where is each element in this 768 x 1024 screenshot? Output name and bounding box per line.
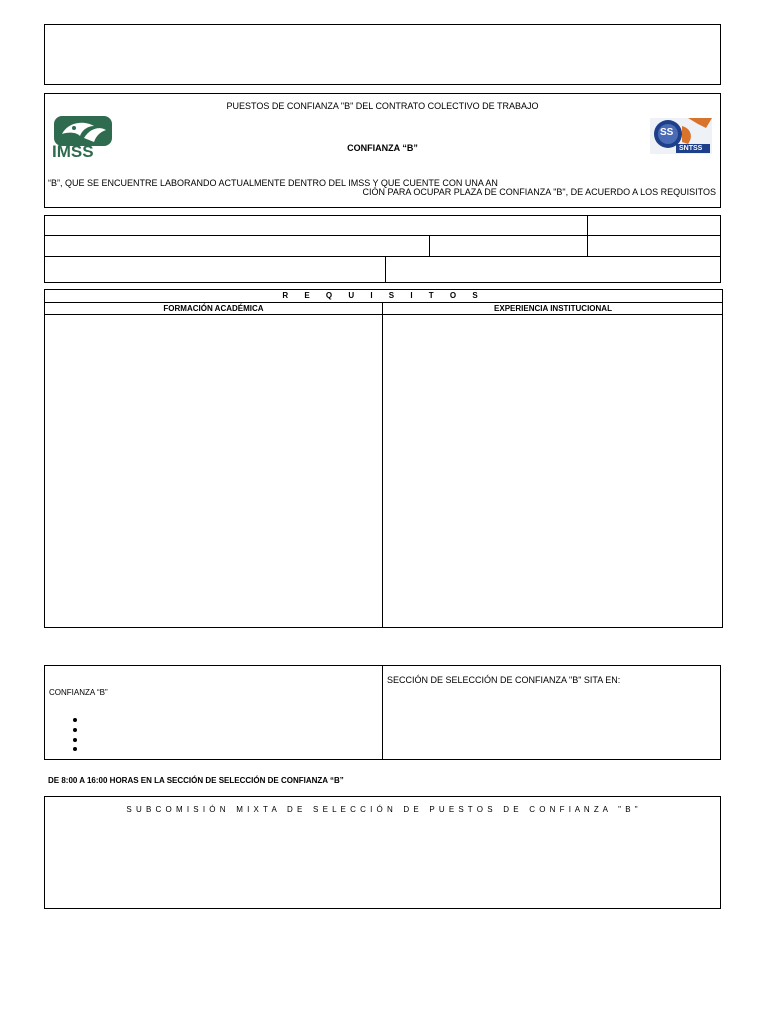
- requisitos-col-formacion: FORMACIÓN ACADÉMICA: [163, 304, 264, 313]
- sntss-logo: [648, 116, 714, 156]
- imss-logo-text: IMSS: [52, 142, 94, 161]
- sntss-logo-name: SNTSS: [679, 145, 703, 152]
- fields-row-2-divider-a: [429, 235, 430, 257]
- imss-logo: [50, 114, 118, 162]
- header-subtitle: CONFIANZA “B”: [347, 143, 418, 153]
- bullet-1: [73, 718, 77, 722]
- lower-right-label: SECCIÓN DE SELECCIÓN DE CONFIANZA "B" SITA EN:: [387, 675, 621, 685]
- header-title: PUESTOS DE CONFIANZA "B" DEL CONTRATO COLECTIVO DE TRABAJO: [226, 101, 539, 111]
- requisitos-column-divider: [382, 302, 383, 628]
- requisitos-col-experiencia: EXPERIENCIA INSTITUCIONAL: [494, 304, 612, 313]
- fields-row-1: [44, 215, 721, 236]
- requisitos-heading-rule: [44, 302, 723, 303]
- hours-note: DE 8:00 A 16:00 HORAS EN LA SECCIÓN DE SELECCIÓN DE CONFIANZA “B”: [48, 776, 344, 785]
- footer-commission-title: S U B C O M I S I Ó N M I X T A D E S E L E C C I Ó N D E P U E S T O S D E C O N F I A N Z A " B ": [126, 805, 639, 814]
- requisitos-header-rule: [44, 314, 723, 315]
- lower-left-label: CONFIANZA “B”: [49, 688, 108, 697]
- bullet-2: [73, 728, 77, 732]
- fields-row-1-divider: [587, 215, 588, 236]
- top-header-box: [44, 24, 721, 85]
- fields-row-3-divider: [385, 256, 386, 283]
- fields-row-2: [44, 235, 721, 257]
- fields-row-3: [44, 256, 721, 283]
- header-description-line-1: “B”, QUE SE ENCUENTRE LABORANDO ACTUALMENTE DENTRO DEL IMSS Y QUE CUENTE CON UNA AN: [48, 178, 498, 188]
- bullet-4: [73, 747, 77, 751]
- requisitos-heading: R E Q U I S I T O S: [282, 291, 485, 300]
- bullet-3: [73, 738, 77, 742]
- header-description-line-2: CIÓN PARA OCUPAR PLAZA DE CONFIANZA "B", DE ACUERDO A LOS REQUISITOS: [362, 187, 716, 197]
- sntss-logo-ss: SS: [660, 127, 674, 138]
- fields-row-2-divider-b: [587, 235, 588, 257]
- requisitos-table: [44, 289, 723, 628]
- lower-info-divider: [382, 665, 383, 760]
